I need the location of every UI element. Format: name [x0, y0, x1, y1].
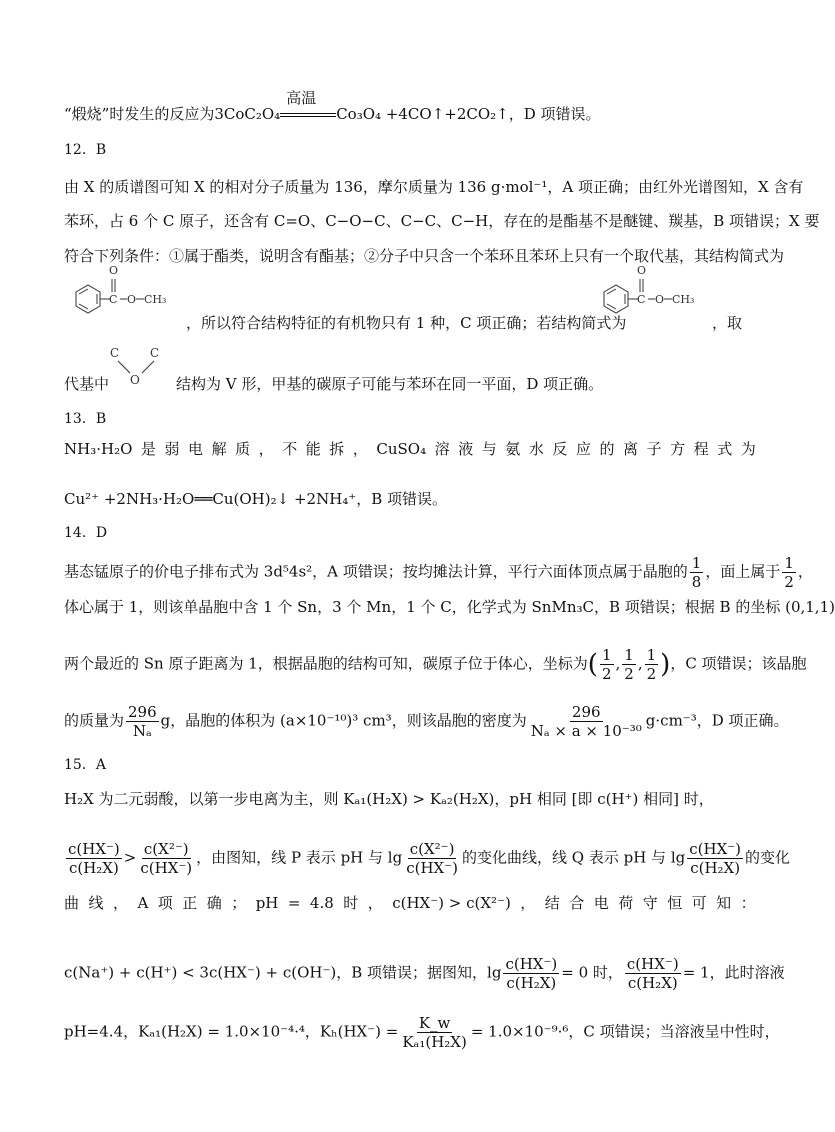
c-o-c-v-shape — [106, 344, 166, 392]
fraction-one-eighth: $\frac{1}{8}$ — [691, 554, 702, 591]
q12-line-5a: 代基中 — [64, 375, 110, 393]
mol1-c-label: C — [109, 293, 118, 306]
q14-line-2: 体心属于 1，则该单晶胞中含 1 个 Sn，3 个 Mn，1 个 C，化学式为 SnMn₃C，B 项错误；根据 B 的坐标 (0,1,1) — [64, 598, 835, 616]
kh-fraction: $\frac{K\_w}{\text{Kₐ₁(H₂X)}}$ — [402, 1014, 467, 1051]
q14-line-4: 的质量为 $\frac{296}{\text{Nₐ}}$ g，晶胞的体积为 (a×10⁻¹⁰)³ cm³，则该晶胞的密度为 $\frac{296}{\text{Nₐ × a × 10⁻³⁰}}$ g·cm⁻³，D 项正确。 — [64, 703, 789, 740]
mol1-o2-label: O — [127, 293, 137, 306]
q12-line-3: 符合下列条件：①属于酯类，说明含有酯基；②分子中只含一个苯环且苯环上只有一个取代基，其结构简式为 — [64, 247, 785, 265]
calcination-text-post: Co₃O₄ +4CO↑+2CO₂↑，D 项错误。 — [336, 105, 601, 123]
methyl-benzoate-structure-2 — [592, 262, 712, 328]
density-fraction: $\frac{296}{\text{Nₐ × a × 10⁻³⁰}}$ — [530, 703, 642, 740]
q13-line-1: NH₃·H₂O 是 弱 电 解 质 ， 不 能 拆 ， CuSO₄ 溶 液 与 氨 水 反 应 的 离 子 方 程 式 为 — [64, 440, 756, 458]
fraction-one-half: $\frac{1}{2}$ — [784, 554, 794, 591]
v-c2-label: C — [150, 346, 160, 360]
mass-fraction: $\frac{296}{\text{Nₐ}}$ — [128, 703, 157, 740]
methyl-benzoate-structure — [64, 262, 184, 328]
q12-line-5b: 结构为 V 形，甲基的碳原子可能与苯环在同一平面，D 项正确。 — [176, 375, 604, 393]
line-calcination — [64, 89, 760, 125]
mol1-o-label: O — [109, 264, 119, 277]
q14-line-1: 基态锰原子的价电子排布式为 3d⁵4s²，A 项错误；按均摊法计算，平行六面体顶点属于晶胞的 $\frac{1}{8}$ ，面上属于 $\frac{1}{2}$ ， — [64, 554, 813, 591]
q15-line-4: c(Na⁺) + c(H⁺) < 3c(HX⁻) + c(OH⁻)，B 项错误；据图知，lg $\frac{c(HX^-)}{\text{c(H₂X)}}$ = 0 时， $\frac{c(HX^-)}{\text{c(H₂X)}}$ = 1，此时溶液 — [64, 955, 785, 992]
reaction-condition: 高温 — [286, 89, 317, 107]
mol2-o-label: O — [637, 264, 647, 277]
q13-number: 13．B — [64, 411, 107, 427]
q12-number: 12．B — [64, 142, 107, 158]
q13-line-2: Cu²⁺ +2NH₃·H₂O══Cu(OH)₂↓ +2NH₄⁺，B 项错误。 — [64, 490, 447, 508]
q15-line-3: 曲 线 ， A 项 正 确 ； pH = 4.8 时 ， c(HX⁻) > c(X²⁻) ， 结 合 电 荷 守 恒 可 知 ： — [64, 894, 756, 912]
v-c1-label: C — [110, 346, 120, 360]
mol2-ch3-label: CH₃ — [672, 293, 695, 306]
mol2-c-label: C — [637, 293, 646, 306]
q15-number: 15．A — [64, 757, 106, 773]
q12-line-2: 苯环，占 6 个 C 原子，还含有 C=O、C−O−C、C−C、C−H，存在的是酯基不是醚键、羰基，B 项错误；X 要 — [64, 212, 820, 230]
mol1-ch3-label: CH₃ — [144, 293, 167, 306]
q15-line-2: $\frac{c(HX^-)}{\text{c(H₂X)}}$ > $\frac{\text{c(X²⁻)}}{c(HX^-)}$ ，由图知，线 P 表示 pH 与 lg $\frac{\text{c(X²⁻)}}{c(HX^-)}$ 的变化曲线，线 Q 表示 pH 与 lg $\frac{c(HX^-)}{\text{c(H₂X)}}$ 的变化 — [68, 840, 791, 877]
q12-line-4a: ，所以符合结构特征的有机物只有 1 种，C 项正确；若结构简式为 — [186, 314, 627, 332]
q14-number: 14．D — [64, 525, 108, 541]
mol2-o2-label: O — [655, 293, 665, 306]
high-temp-arrow — [280, 89, 336, 125]
q12-line-4b: ，取 — [712, 314, 743, 332]
q12-line-1: 由 X 的质谱图可知 X 的相对分子质量为 136，摩尔质量为 136 g·mol⁻¹，A 项正确；由红外光谱图知，X 含有 — [64, 178, 804, 196]
q14-line-3: 两个最近的 Sn 原子距离为 1，根据晶胞的结构可知，碳原子位于体心，坐标为( $\frac{1}{2}$ , $\frac{1}{2}$ , $\frac{1}{2}$ )，C 项错误；该晶胞 — [64, 646, 807, 683]
calcination-text-pre: “煅烧”时发生的反应为3CoC₂O₄ — [64, 105, 281, 123]
v-o-label: O — [130, 373, 140, 387]
q15-line-1: H₂X 为二元弱酸，以第一步电离为主，则 Kₐ₁(H₂X) > Kₐ₂(H₂X)，pH 相同 [即 c(H⁺) 相同] 时， — [64, 790, 714, 808]
q15-line-5: pH=4.4，Kₐ₁(H₂X) = 1.0×10⁻⁴·⁴，Kₕ(HX⁻) = $\frac{K\_w}{\text{Kₐ₁(H₂X)}}$ = 1.0×10⁻⁹·⁶，C 项错误；当溶液呈中性时， — [64, 1014, 780, 1051]
